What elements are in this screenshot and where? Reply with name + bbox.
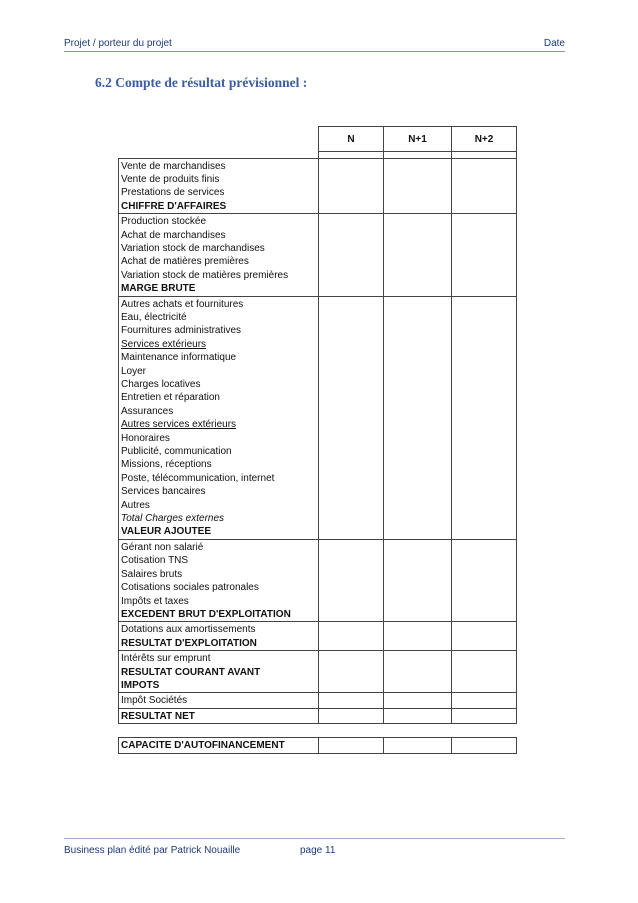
- line-item-label: Publicité, communication: [121, 446, 232, 458]
- line-item-label: Impôts et taxes: [121, 595, 189, 607]
- section-title: 6.2 Compte de résultat prévisionnel :: [95, 75, 308, 90]
- line-item-label: MARGE BRUTE: [121, 283, 196, 295]
- value-cell-n[interactable]: [319, 622, 384, 651]
- value-cell-n1[interactable]: [384, 158, 452, 214]
- line-item-label: Services extérieurs: [121, 338, 207, 350]
- column-header-n: N: [319, 127, 384, 152]
- row-label-cell: [119, 693, 319, 708]
- line-item-label: Vente de marchandises: [121, 160, 226, 172]
- line-item-label: RESULTAT COURANT AVANT: [121, 666, 261, 678]
- value-cell-n1[interactable]: [384, 708, 452, 723]
- line-item-label: VALEUR AJOUTEE: [121, 526, 212, 538]
- column-header-n1: N+1: [384, 127, 452, 152]
- table-header-row: [119, 127, 517, 152]
- caf-row: [119, 738, 517, 753]
- line-item-label: Achat de marchandises: [121, 229, 226, 241]
- line-item-label: Charges locatives: [121, 379, 201, 390]
- value-cell-n1[interactable]: [384, 214, 452, 296]
- value-cell-n[interactable]: [319, 214, 384, 296]
- line-item-label: Poste, télécommunication, internet: [121, 472, 275, 484]
- header-date-label: Date: [543, 38, 565, 49]
- table-row: [119, 693, 517, 708]
- row-label-cell: [119, 158, 319, 214]
- line-item-label: EXCEDENT BRUT D'EXPLOITATION: [121, 608, 291, 620]
- line-item-label: Total Charges externes: [121, 513, 225, 525]
- line-item-label: Prestations de services: [121, 187, 225, 199]
- line-item-label: Cotisations sociales patronales: [121, 582, 259, 594]
- line-item-label: Fournitures administratives: [121, 325, 242, 337]
- line-item-label: Autres: [121, 499, 150, 511]
- line-item-label: Salaires bruts: [121, 568, 183, 580]
- row-label-cell: [119, 622, 319, 651]
- header-blank-cell: [119, 127, 319, 152]
- line-item-label: Variation stock de marchandises: [121, 242, 265, 254]
- value-cell-n[interactable]: [319, 158, 384, 214]
- table-row: [119, 539, 517, 621]
- gap-row: [119, 724, 517, 738]
- table-row: [119, 651, 517, 693]
- caf-value-cell-n2[interactable]: [452, 738, 517, 753]
- line-item-label: RESULTAT NET: [121, 710, 195, 722]
- line-item-label: Vente de produits finis: [121, 173, 220, 185]
- page-header: [64, 35, 565, 52]
- line-item-label: Intérêts sur emprunt: [121, 653, 211, 665]
- line-item-label: Autres services extérieurs: [121, 419, 237, 431]
- caf-label: CAPACITE D'AUTOFINANCEMENT: [121, 740, 285, 752]
- value-cell-n[interactable]: [319, 693, 384, 708]
- value-cell-n2[interactable]: [452, 708, 517, 723]
- line-item-label: Cotisation TNS: [121, 555, 189, 567]
- line-item-label: Variation stock de matières premières: [121, 269, 289, 281]
- line-item-label: RESULTAT D'EXPLOITATION: [121, 637, 257, 649]
- row-label-cell: [119, 539, 319, 621]
- value-cell-n1[interactable]: [384, 693, 452, 708]
- table-row: [119, 214, 517, 296]
- value-cell-n2[interactable]: [452, 651, 517, 693]
- row-label-cell: [119, 214, 319, 296]
- table-row: [119, 708, 517, 723]
- footer-credit: Business plan édité par Patrick Nouaille: [64, 845, 241, 856]
- line-item-label: Impôt Sociétés: [121, 695, 188, 707]
- value-cell-n2[interactable]: [452, 693, 517, 708]
- value-cell-n2[interactable]: [452, 622, 517, 651]
- value-cell-n2[interactable]: [452, 539, 517, 621]
- income-statement-table: [118, 126, 517, 754]
- row-label-cell: [119, 708, 319, 723]
- caf-value-cell-n[interactable]: [319, 738, 384, 753]
- value-cell-n[interactable]: [319, 708, 384, 723]
- caf-value-cell-n1[interactable]: [384, 738, 452, 753]
- value-cell-n[interactable]: [319, 296, 384, 539]
- table-row: [119, 158, 517, 214]
- value-cell-n[interactable]: [319, 651, 384, 693]
- line-item-label: Missions, réceptions: [121, 459, 212, 471]
- line-item-label: Entretien et réparation: [121, 392, 220, 404]
- line-item-label: Honoraires: [121, 432, 170, 444]
- page-footer: [64, 838, 565, 856]
- line-item-label: Loyer: [121, 365, 147, 377]
- line-item-label: CHIFFRE D'AFFAIRES: [121, 200, 227, 212]
- line-item-label: Dotations aux amortissements: [121, 624, 256, 636]
- value-cell-n1[interactable]: [384, 539, 452, 621]
- line-item-label: Eau, électricité: [121, 311, 187, 323]
- table-body: [119, 152, 517, 754]
- table-row: [119, 296, 517, 539]
- value-cell-n2[interactable]: [452, 296, 517, 539]
- line-item-label: IMPOTS: [121, 679, 160, 691]
- value-cell-n[interactable]: [319, 539, 384, 621]
- line-item-label: Production stockée: [121, 216, 207, 228]
- value-cell-n1[interactable]: [384, 622, 452, 651]
- header-project-label: Projet / porteur du projet: [64, 38, 172, 49]
- line-item-label: Services bancaires: [121, 486, 206, 498]
- table-row: [119, 622, 517, 651]
- line-item-label: Achat de matières premières: [121, 256, 249, 268]
- line-item-label: Autres achats et fournitures: [121, 298, 244, 310]
- row-label-cell: [119, 651, 319, 693]
- value-cell-n1[interactable]: [384, 651, 452, 693]
- row-label-cell: [119, 296, 319, 539]
- value-cell-n2[interactable]: [452, 158, 517, 214]
- column-header-n2: N+2: [452, 127, 517, 152]
- footer-page-number: page 11: [300, 845, 336, 856]
- value-cell-n2[interactable]: [452, 214, 517, 296]
- line-item-label: Maintenance informatique: [121, 352, 237, 364]
- line-item-label: Gérant non salarié: [121, 541, 204, 553]
- value-cell-n1[interactable]: [384, 296, 452, 539]
- line-item-label: Assurances: [121, 405, 174, 417]
- row-label-cell: [119, 738, 319, 753]
